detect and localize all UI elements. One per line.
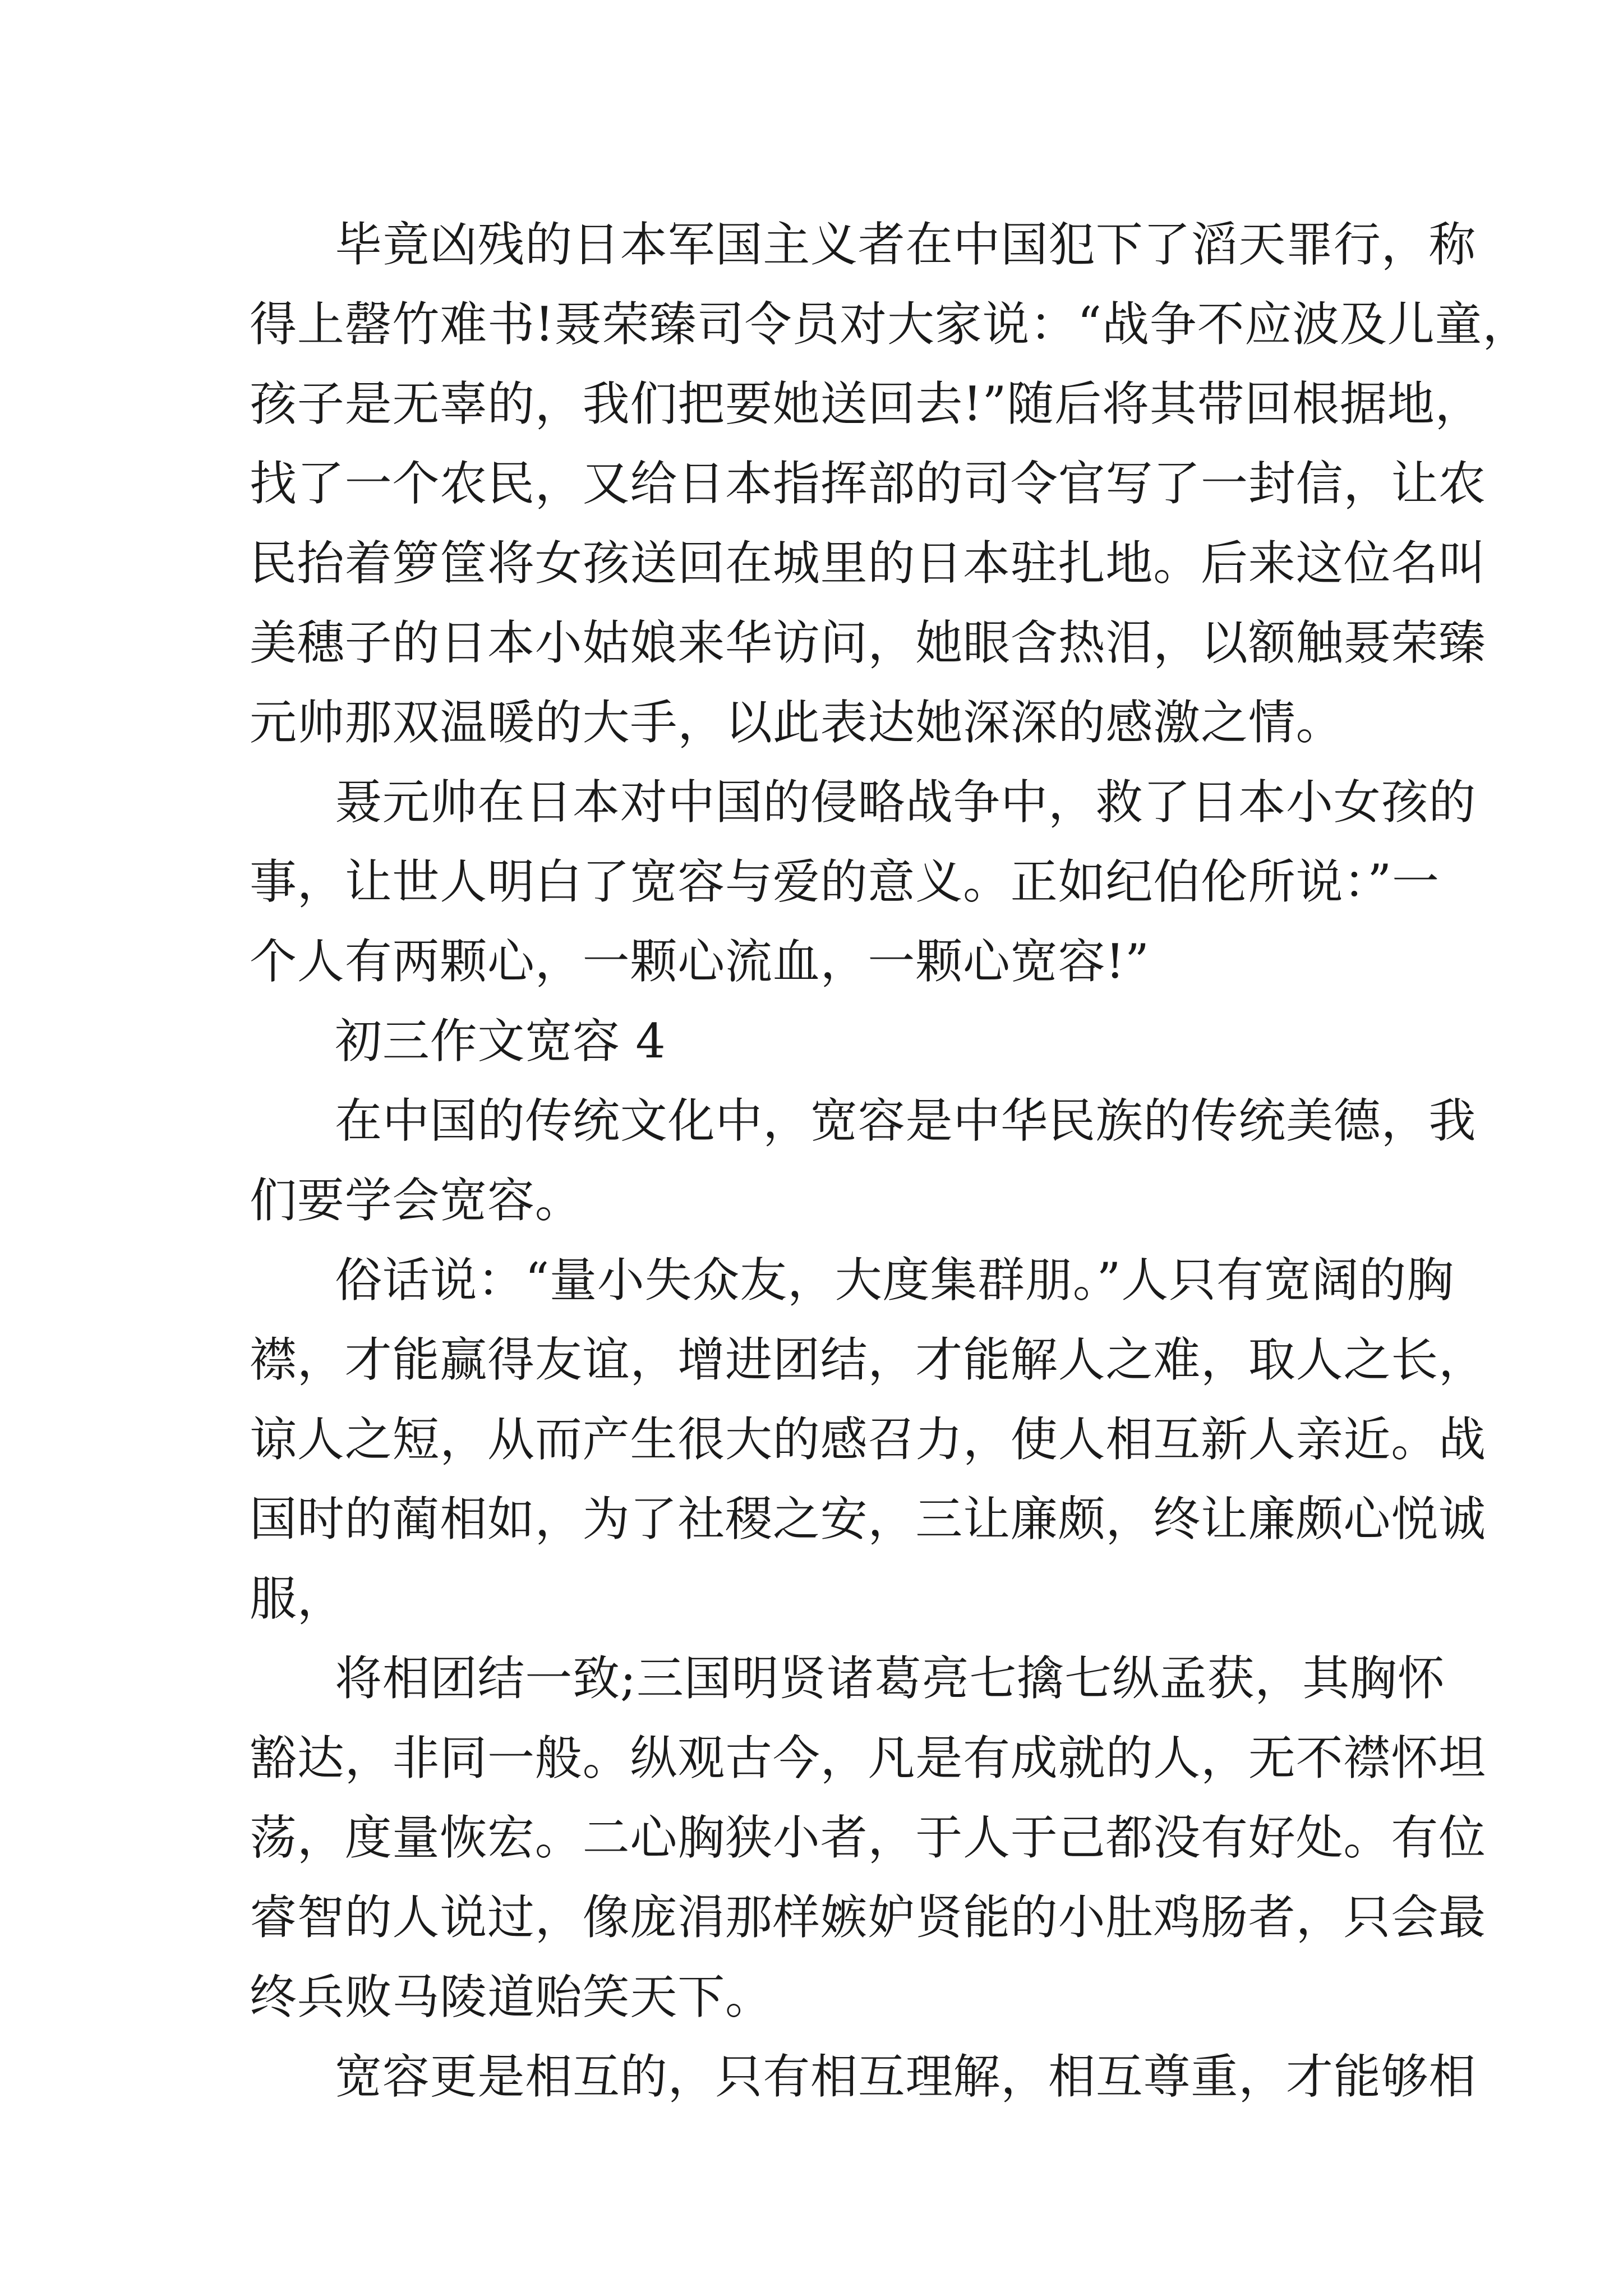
text-line: 民抬着箩筐将女孩送回在城里的日本驻扎地。后来这位名叫 [250,536,1486,591]
text-line: 襟，才能赢得友谊，增进团结，才能解人之难，取人之长， [250,1332,1486,1387]
text-line: 找了一个农民，又给日本指挥部的司令官写了一封信，让农 [250,456,1486,511]
text-line: 宽容更是相互的，只有相互理解，相互尊重，才能够相 [335,2049,1477,2104]
text-line: 将相团结一致;三国明贤诸葛亮七擒七纵孟获，其胸怀 [335,1651,1445,1706]
text-line: 孩子是无辜的，我们把要她送回去!”随后将其带回根据地， [250,376,1483,431]
text-line: 美穗子的日本小姑娘来华访问，她眼含热泪，以额触聂荣臻 [250,615,1486,670]
text-line: 终兵败马陵道贻笑天下。 [250,1970,773,2024]
text-line: 国时的蔺相如，为了社稷之安，三让廉颇，终让廉颇心悦诚 [250,1492,1486,1547]
text-line: 豁达，非同一般。纵观古今，凡是有成就的人，无不襟怀坦 [250,1731,1486,1786]
text-line: 聂元帅在日本对中国的侵略战争中，救了日本小女孩的 [335,775,1477,830]
document-body [250,205,1530,2116]
text-line: 个人有两颗心，一颗心流血，一颗心宽容!” [250,934,1150,989]
text-line: 在中国的传统文化中，宽容是中华民族的传统美德，我 [335,1093,1477,1148]
text-line: 服， [250,1571,345,1626]
text-line: 谅人之短，从而产生很大的感召力，使人相互新人亲近。战 [250,1412,1486,1467]
text-line: 睿智的人说过，像庞涓那样嫉妒贤能的小肚鸡肠者，只会最 [250,1890,1486,1945]
text-line: 们要学会宽容。 [250,1173,583,1228]
text-line: 俗话说：“量小失众友，大度集群朋。”人只有宽阔的胸 [335,1253,1454,1308]
section-heading: 初三作文宽容 4 [335,1014,666,1069]
text-line: 毕竟凶残的日本军国主义者在中国犯下了滔天罪行，称 [335,217,1477,272]
text-line: 元帅那双温暖的大手，以此表达她深深的感激之情。 [250,695,1344,750]
text-line: 得上罄竹难书!聂荣臻司令员对大家说：“战争不应波及儿童， [250,297,1530,352]
text-line: 事，让世人明白了宽容与爱的意义。正如纪伯伦所说：”一 [250,854,1440,909]
text-line: 荡，度量恢宏。二心胸狭小者，于人于己都没有好处。有位 [250,1810,1486,1865]
